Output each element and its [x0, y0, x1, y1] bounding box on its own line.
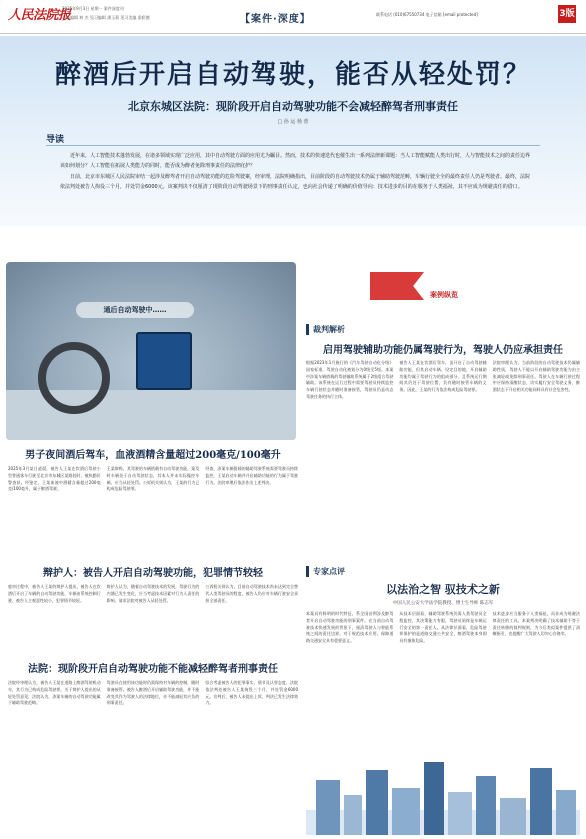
article-title: 以法治之智 驭技术之新 [386, 583, 500, 596]
text-column: 辩护人认为，随着自动驾驶技术的发展，驾驶行为的内涵已发生变化，应当考虑技术因素对行为人责任的影响，请求法院对被告人从轻处罚。 [106, 584, 200, 603]
article-body [8, 466, 298, 493]
section-tag: 【案件·深度】 [240, 14, 311, 25]
lead-paragraph: 近年来，人工智能技术蓬勃发展，在诸多领域实现广泛应用，其中自动驾驶方面的应用尤为瞩目。然而，技术的快速迭代也催生出一系列法律新课题：当人工智能赋能人类出行时，人与智能技术之间的责任边界该如何划分？人工智能在拓展人类能力的同时，能否成为醉者免除刑事责任的法律庇护？ [60, 153, 531, 169]
article-body [8, 680, 298, 707]
text-column: 驾驶员在使用该功能时仍需保持对车辆的控制，随时准备接管。被告人醉酒后开启辅助驾驶功能，并不能改变其作为驾驶人的法律地位，亦不能减轻其应负的刑事责任。 [106, 680, 200, 706]
page-subhead: 北京东城区法院：现阶段开启自动驾驶功能不会减轻醉驾者刑事责任 [128, 100, 458, 113]
text-column: 综合考虑被告人的犯罪事实、情节及认罪态度，法院依法判处被告人王某拘役三个月，并处罚金6000元。宣判后，被告人未提出上诉，判决已发生法律效力。 [205, 680, 299, 706]
newspaper-logo: 人民法院报 [8, 8, 71, 23]
car-screen-icon [136, 332, 192, 390]
city-skyline-illustration [306, 740, 580, 835]
text-column: 庭审过程中，被告人王某的辩护人提出，被告人在饮酒后开启了车辆的自动驾驶功能，车辆由系统控制行驶，被告人主观恶性较小，犯罪情节较轻。 [8, 584, 101, 603]
article-experts [306, 566, 580, 645]
text-column: 法院经审理认为，被告人王某在道路上醉酒驾驶机动车，其行为已构成危险驾驶罪。关于辩护人提出的从轻处罚意见，法院认为，涉案车辆的自动驾驶功能属于辅助驾驶范畴。 [8, 680, 101, 706]
text-column: 技术进步应当服务于人类福祉，而非成为规避法律责任的工具。本案判决明确了技术辅助不等于责任转移的裁判规则，为今后类似案件提供了清晰指引，也提醒广大驾驶人切勿心存侥幸。 [492, 611, 580, 637]
article-court [8, 660, 298, 707]
article-title: 男子夜间酒后驾车，血液酒精含量超过200毫克/100毫升 [25, 450, 281, 461]
article-defense [8, 564, 298, 604]
byline: □ 孙 运 杨 蕾 [277, 119, 309, 125]
autopilot-banner: 通后自动驾驶中…… [76, 302, 194, 318]
editor-meta: 责任编辑 林 杰 见习编辑 潘玉莉 见习美编 梁彩德 [62, 15, 150, 20]
text-column: 王某辩称，其驾驶的车辆搭载有自动驾驶功能，案发时车辆处于自动驾驶状态，其本人并未实际操控车辆，应当从轻处罚。公诉机关则认为，王某的行为已构成危险驾驶罪。 [106, 466, 200, 492]
hero-band [0, 36, 586, 226]
text-column: 2025年3月某日凌晨，被告人王某在饮酒后驾驶小型普通客车行驶至北京市东城区某路段时，被执勤民警查获。经鉴定，王某血液中酒精含量超过200毫克/100毫升，属于醉酒驾驶。 [8, 466, 101, 492]
divider [46, 145, 540, 146]
text-column: 从技术层面看，辅助驾驶系统仍需人类驾驶员全程监控，其决策能力有限，驾驶员始终是车辆运行安全的第一责任人。从法律层面看，危险驾驶罪保护的是道路交通公共安全，醉酒驾驶本身即具有抽象危险。 [399, 611, 487, 644]
article-body [8, 584, 298, 604]
lead-paragraph: 日前，北京市东城区人民法院审结一起涉及醉驾者开启自动驾驶功能的危险驾驶案，经审理，法院明确指出，目前阶段的自动驾驶技术仍属于辅助驾驶范畴，车辆行驶全全的最终责任人仍是驾驶者。最终，法院依法判处被告人拘役三个月，并处罚金6000元。该案判决不仅厘清了现阶段自动驾驶场景下的刑事责任认定，也向社会传递了明确的价值导向：技术进步的目的在服务于人类福祉，其不应成为规避责任的借口。 [60, 174, 531, 190]
steering-wheel-icon [38, 342, 110, 414]
article-title: 启用驾驶辅助功能仍属驾驶行为，驾驶人仍应承担责任 [323, 345, 563, 356]
kicker-label: 裁判解析 [306, 324, 580, 335]
article-case [8, 446, 298, 493]
text-column: 本案具有鲜明的时代特征，系全国首例涉及醉驾者开启自动驾驶功能的刑事案件。在当前自动驾驶技术快速发展的背景下，厘清驾驶人与智能系统之间的责任边界，对于规范技术应用、保障道路交通安全具有重要意义。 [306, 611, 394, 644]
masthead [0, 0, 586, 34]
article-byline: 中国人民公安大学法学院教授、博士生导师 陈志军 [392, 601, 494, 606]
flag-icon [370, 272, 424, 300]
page-number-badge: 3版 [558, 5, 576, 23]
column-header-art [300, 262, 580, 320]
text-column: 公诉机关则认为，目前自动驾驶技术尚未达到完全替代人类驾驶员的程度，被告人仍应对车辆行驶安全承担全部责任。 [205, 584, 299, 603]
article-title: 法院：现阶段开启自动驾驶功能不能减轻醉驾者刑事责任 [28, 664, 278, 675]
text-column: 根据2023年1月施行的《汽车驾驶自动化分级》国家标准，驾驶自动化被划分为0级至5级。本案中涉案车辆搭载的驾驶辅助系统属于2级组合驾驶辅助。该系统在运行过程中需要驾驶员持续监控车辆行驶状态并随时准备接管，驾驶员仍是动态驾驶任务的执行主体。 [306, 360, 394, 399]
text-column: 经查，涉案车辆搭载的辅助驾驶系统需要驾驶员持续监控，王某启动车辆并开启辅助功能的行为属于驾驶行为。法院审理后依法作出上述判决。 [205, 466, 299, 485]
page-headline: 醉酒后开启自动驾驶，能否从轻处罚？ [54, 60, 531, 90]
lead-title: 导读 [46, 135, 65, 145]
article-title: 辩护人：被告人开启自动驾驶功能，犯罪情节较轻 [43, 568, 263, 579]
text-column: 法院审理认为，当前阶段的自动驾驶技术仍属辅助性质，驾驶人不能以开启辅助驾驶功能为由主张减轻或免除刑事责任。驾驶人在车辆行驶过程中应保持清醒状态，切实履行安全驾驶义务，醉酒状态下开启相关功能同样具有社会危害性。 [492, 360, 580, 393]
issue-meta: 2025年9月3日 星期一 案件深度刊 [62, 6, 124, 11]
article-ruling [306, 324, 580, 401]
text-column: 被告人王某在饮酒后驾车，虽开启了自动驾驶辅助功能，但其启动车辆、设定目的地、开启辅助功能均属于驾驶行为的组成部分，且系统运行期间其仍处于驾驶位置，负有随时接管车辆的义务。因此，王某的行为依法构成危险驾驶罪。 [399, 360, 487, 393]
lead-text [60, 151, 530, 193]
contact-info: 联系电话 (010)67550734 电子信箱 [email protected] [376, 12, 478, 17]
column-ribbon: 案例纵览 [430, 291, 458, 299]
cockpit-illustration [6, 262, 296, 440]
article-body [306, 611, 580, 645]
kicker-label: 专家点评 [306, 566, 580, 577]
skyline-svg [306, 740, 580, 835]
article-body [306, 360, 580, 401]
